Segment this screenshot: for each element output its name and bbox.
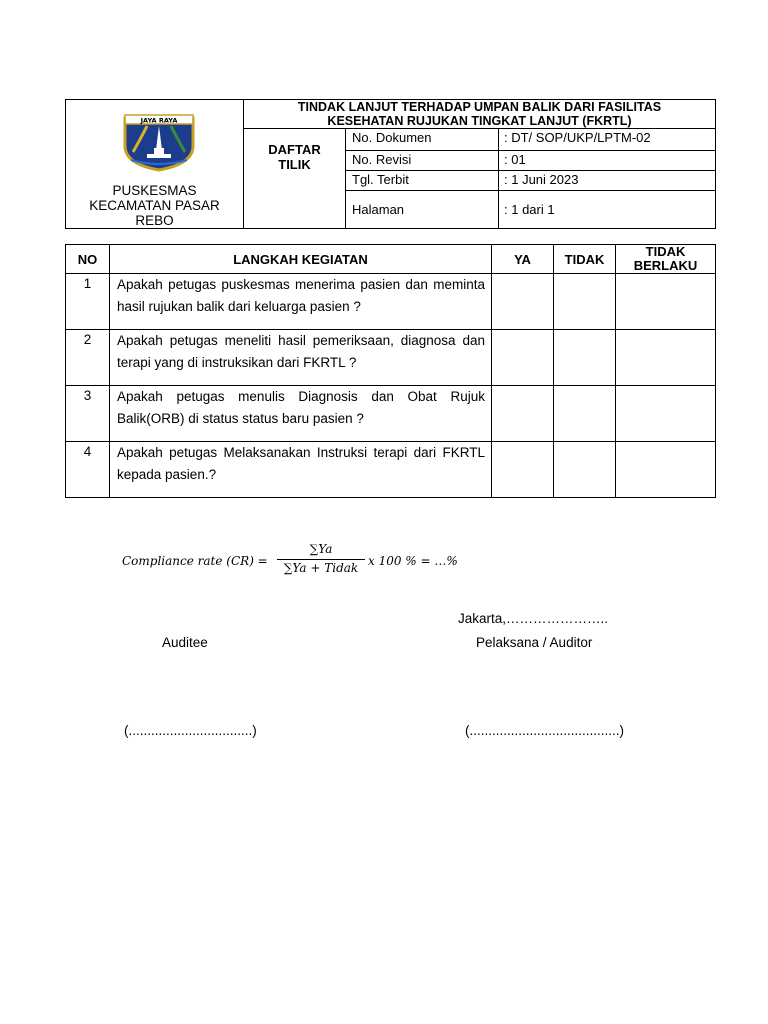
- answer-na-cell[interactable]: [616, 330, 716, 386]
- column-header-not-applicable: TIDAK BERLAKU: [616, 245, 716, 274]
- answer-no-cell[interactable]: [554, 386, 616, 442]
- meta-label: No. Dokumen: [346, 129, 499, 151]
- row-number: 4: [66, 442, 110, 498]
- page-number: : 1 dari 1: [504, 201, 555, 217]
- row-number: 2: [66, 330, 110, 386]
- svg-text:JAYA RAYA: JAYA RAYA: [140, 116, 178, 125]
- meta-value: : 01: [499, 151, 716, 171]
- title-line: TINDAK LANJUT TERHADAP UMPAN BALIK DARI FASILITAS: [297, 100, 662, 114]
- org-name-line: REBO: [135, 213, 174, 228]
- place-date: Jakarta,…………………..: [458, 611, 609, 626]
- document-header-table: [65, 99, 716, 229]
- answer-no-cell[interactable]: [554, 330, 616, 386]
- organization-cell: [66, 100, 244, 229]
- meta-value: : 1 Juni 2023: [499, 171, 716, 191]
- document-title: [244, 100, 716, 129]
- answer-na-cell[interactable]: [616, 386, 716, 442]
- doc-type-line: TILIK: [278, 157, 311, 172]
- organization-name: [66, 183, 243, 228]
- org-name-line: PUSKESMAS: [112, 183, 197, 198]
- org-name-line: KECAMATAN PASAR: [89, 198, 220, 213]
- meta-label: No. Revisi: [346, 151, 499, 171]
- title-line: KESEHATAN RUJUKAN TINGKAT LANJUT (FKRTL): [327, 114, 632, 128]
- document-type: [244, 129, 346, 229]
- auditor-signature-line: (........................................): [465, 723, 625, 738]
- row-number: 1: [66, 274, 110, 330]
- fraction-bar: [277, 559, 365, 560]
- checklist-table: [65, 244, 716, 498]
- meta-value: [499, 191, 716, 229]
- row-number: 3: [66, 386, 110, 442]
- column-header-step: LANGKAH KEGIATAN: [110, 245, 492, 274]
- column-header-yes: YA: [492, 245, 554, 274]
- formula-numerator: ∑Ya: [309, 542, 333, 556]
- answer-yes-cell[interactable]: [492, 442, 554, 498]
- auditor-label: Pelaksana / Auditor: [476, 635, 593, 650]
- answer-yes-cell[interactable]: [492, 330, 554, 386]
- answer-no-cell[interactable]: [554, 442, 616, 498]
- meta-value: : DT/ SOP/UKP/LPTM-02: [499, 129, 716, 151]
- table-row: [66, 330, 716, 386]
- table-row: [66, 442, 716, 498]
- answer-no-cell[interactable]: [554, 274, 616, 330]
- answer-na-cell[interactable]: [616, 274, 716, 330]
- answer-yes-cell[interactable]: [492, 386, 554, 442]
- formula-rhs: x 100 % = …%: [368, 554, 458, 568]
- formula-lhs: Compliance rate (CR) =: [122, 554, 268, 568]
- answer-na-cell[interactable]: [616, 442, 716, 498]
- auditee-signature-line: (.................................): [124, 723, 257, 738]
- formula-denominator: ∑Ya + Tidak: [283, 561, 359, 575]
- meta-label: Halaman: [346, 191, 499, 229]
- doc-type-line: DAFTAR: [268, 142, 321, 157]
- answer-yes-cell[interactable]: [492, 274, 554, 330]
- table-row: [66, 274, 716, 330]
- question-text: Apakah petugas meneliti hasil pemeriksaan, diagnosa dan terapi yang di instruksikan dari FKRTL ?: [110, 330, 492, 386]
- question-text: Apakah petugas puskesmas menerima pasien dan meminta hasil rujukan balik dari keluarga pasien ?: [110, 274, 492, 330]
- question-text: Apakah petugas menulis Diagnosis dan Obat Rujuk Balik(ORB) di status status baru pasien ?: [110, 386, 492, 442]
- meta-label: Tgl. Terbit: [346, 171, 499, 191]
- column-header-no: NO: [66, 245, 110, 274]
- auditee-label: Auditee: [162, 635, 208, 650]
- column-header-no-answer: TIDAK: [554, 245, 616, 274]
- question-text: Apakah petugas Melaksanakan Instruksi terapi dari FKRTL kepada pasien.?: [110, 442, 492, 498]
- jaya-raya-logo: [121, 112, 197, 172]
- table-row: [66, 386, 716, 442]
